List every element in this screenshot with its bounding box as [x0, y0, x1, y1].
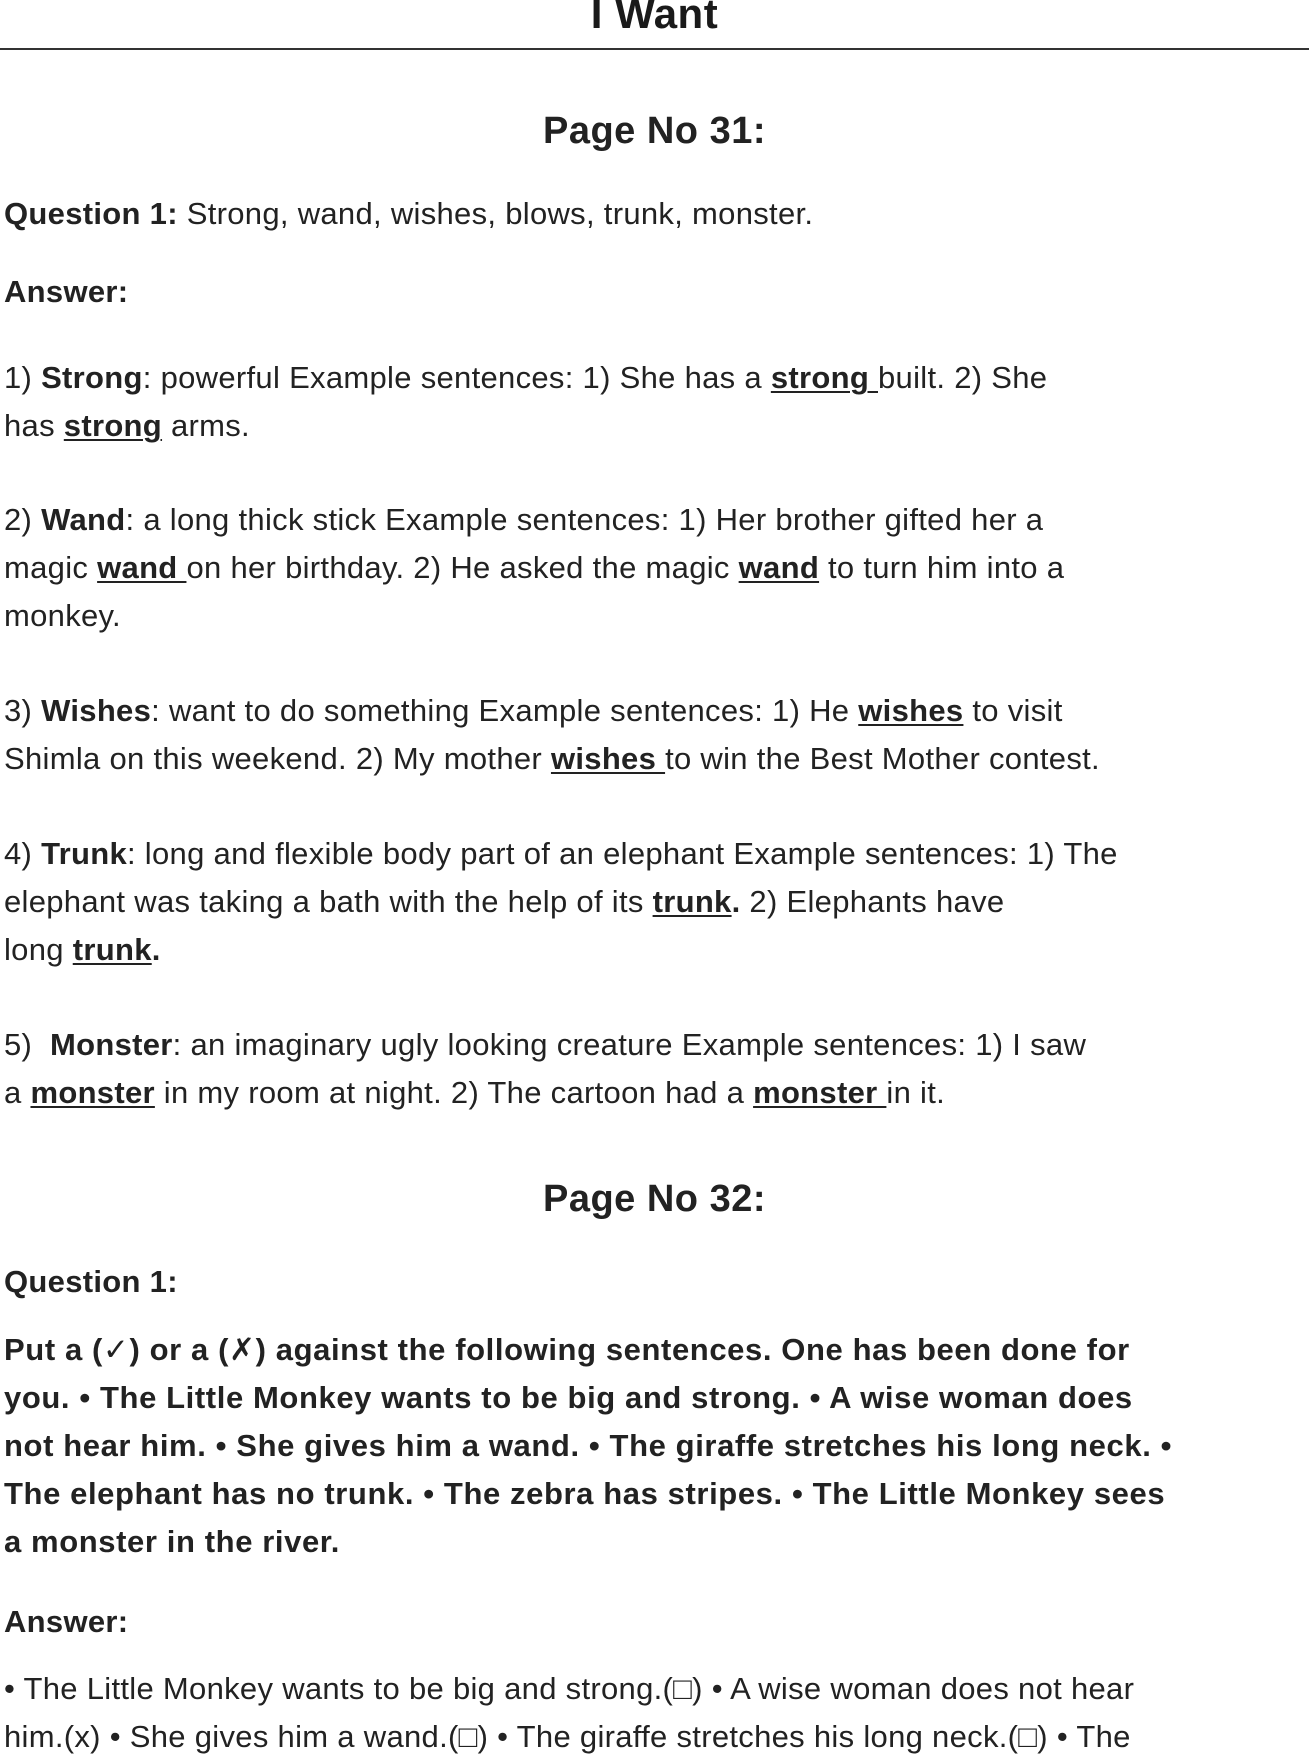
item-text: 2) Elephants have	[740, 884, 1005, 919]
item-text: : a long thick stick Example sentences: 1) Her brother gifted her a	[125, 502, 1044, 537]
instruction-line: Put a (✓) or a (✗) against the following sentences. One has been done for	[4, 1332, 1130, 1367]
page-32-instructions	[4, 1326, 1300, 1566]
page-31-question	[4, 196, 813, 232]
item-text: to turn him into a	[819, 550, 1065, 585]
underlined-word: strong	[63, 408, 163, 443]
item-number: 3)	[4, 693, 42, 728]
underlined-word: monster	[753, 1075, 887, 1110]
underlined-word: wand	[97, 550, 187, 585]
underlined-word: wishes	[858, 693, 964, 728]
vocab-item-wand	[4, 496, 1300, 640]
answer-line: • The Little Monkey wants to be big and strong.(□) • A wise woman does not hear	[4, 1671, 1135, 1706]
item-text: in my room at night. 2) The cartoon had a	[154, 1075, 754, 1110]
vocab-word: Monster	[50, 1027, 173, 1062]
underlined-word: trunk	[72, 932, 152, 967]
punctuation: .	[151, 932, 161, 967]
underlined-word: trunk	[652, 884, 732, 919]
item-text: on her birthday. 2) He asked the magic	[186, 550, 739, 585]
item-text: a	[4, 1075, 31, 1110]
underlined-word: strong	[770, 360, 878, 395]
answer-line: him.(x) • She gives him a wand.(□) • The giraffe stretches his long neck.(□) • The	[4, 1719, 1131, 1754]
question-text: Strong, wand, wishes, blows, trunk, monster.	[177, 196, 814, 231]
item-text: : long and flexible body part of an elephant Example sentences: 1) The	[126, 836, 1118, 871]
instruction-line: a monster in the river.	[4, 1524, 340, 1559]
vocab-item-monster	[4, 1021, 1300, 1117]
title-divider	[0, 48, 1309, 50]
instruction-line: The elephant has no trunk. • The zebra has stripes. • The Little Monkey sees	[4, 1476, 1166, 1511]
vocab-item-trunk	[4, 830, 1300, 974]
item-text: : want to do something Example sentences: 1) He	[151, 693, 859, 728]
item-text: arms.	[162, 408, 250, 443]
item-text: to win the Best Mother contest.	[665, 741, 1100, 776]
item-text: to visit	[963, 693, 1063, 728]
item-text: : powerful Example sentences: 1) She has a	[142, 360, 771, 395]
vocab-word: Trunk	[41, 836, 127, 871]
item-text: built. 2) She	[878, 360, 1048, 395]
vocab-word: Wand	[41, 502, 126, 537]
item-number: 5)	[4, 1027, 50, 1062]
item-number: 4)	[4, 836, 42, 871]
item-text: in it.	[886, 1075, 946, 1110]
underlined-word: wand	[738, 550, 820, 585]
page-32-question-label: Question 1:	[4, 1264, 178, 1299]
item-text: magic	[4, 550, 98, 585]
item-text: elephant was taking a bath with the help of its	[4, 884, 653, 919]
question-label: Question 1:	[4, 196, 178, 231]
vocab-item-wishes	[4, 687, 1300, 783]
item-text: : an imaginary ugly looking creature Example sentences: 1) I saw	[172, 1027, 1087, 1062]
page-31-heading: Page No 31:	[542, 110, 767, 152]
document-title: I Want	[590, 0, 719, 37]
item-number: 2)	[4, 502, 42, 537]
vocab-word: Wishes	[41, 693, 152, 728]
punctuation: .	[731, 884, 741, 919]
page-32-heading: Page No 32:	[542, 1178, 767, 1220]
item-number: 1)	[4, 360, 42, 395]
item-text: long	[4, 932, 73, 967]
underlined-word: monster	[30, 1075, 155, 1110]
underlined-word: wishes	[550, 741, 666, 776]
instruction-line: not hear him. • She gives him a wand. • The giraffe stretches his long neck. •	[4, 1428, 1173, 1463]
page-32-answer	[4, 1665, 1300, 1761]
vocab-word: Strong	[41, 360, 143, 395]
instruction-line: you. • The Little Monkey wants to be big and strong. • A wise woman does	[4, 1380, 1133, 1415]
vocab-item-strong	[4, 354, 1300, 450]
item-text: has	[4, 408, 64, 443]
page-32-answer-label: Answer:	[4, 1604, 129, 1639]
item-text: monkey.	[4, 598, 121, 633]
item-text: Shimla on this weekend. 2) My mother	[4, 741, 551, 776]
page-31-answer-label: Answer:	[4, 274, 129, 309]
